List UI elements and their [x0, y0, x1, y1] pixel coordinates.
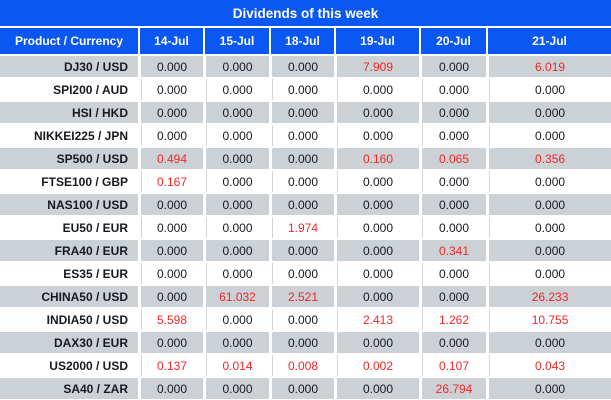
- product-cell: FRA40 / EUR: [0, 240, 138, 263]
- dividend-cell: 0.160: [334, 148, 419, 171]
- table-row: [0, 217, 611, 240]
- dividend-cell: 0.494: [138, 148, 203, 171]
- dividend-cell: 0.000: [486, 171, 611, 194]
- dividend-cell: 0.000: [138, 56, 203, 79]
- table-row: [0, 171, 611, 194]
- dividend-cell: 0.000: [269, 332, 334, 355]
- dividend-cell: 0.000: [138, 286, 203, 309]
- table-row: [0, 263, 611, 286]
- dividend-cell: 0.000: [419, 102, 486, 125]
- dividend-cell: 0.000: [269, 194, 334, 217]
- dividend-cell: 0.000: [203, 309, 269, 332]
- product-cell: CHINA50 / USD: [0, 286, 138, 309]
- dividend-cell: 0.000: [334, 102, 419, 125]
- dividend-cell: 0.000: [334, 332, 419, 355]
- column-header-row: [0, 28, 611, 56]
- table-row: [0, 148, 611, 171]
- product-cell: FTSE100 / GBP: [0, 171, 138, 194]
- dividend-cell: 0.000: [334, 240, 419, 263]
- dividend-cell: 0.000: [203, 102, 269, 125]
- dividend-cell: 0.000: [203, 125, 269, 148]
- product-cell: DAX30 / EUR: [0, 332, 138, 355]
- dividend-cell: 0.002: [334, 355, 419, 378]
- dividend-cell: 0.000: [269, 102, 334, 125]
- dividend-cell: 0.000: [269, 79, 334, 102]
- table-row: [0, 102, 611, 125]
- dividend-cell: 0.000: [269, 378, 334, 400]
- dividend-cell: 0.000: [138, 125, 203, 148]
- dividend-cell: 0.341: [419, 240, 486, 263]
- dividend-cell: 0.000: [138, 217, 203, 240]
- product-cell: NIKKEI225 / JPN: [0, 125, 138, 148]
- product-cell: SA40 / ZAR: [0, 378, 138, 400]
- dividend-cell: 0.000: [334, 171, 419, 194]
- dividend-cell: 0.107: [419, 355, 486, 378]
- dividend-cell: 0.000: [269, 309, 334, 332]
- product-cell: US2000 / USD: [0, 355, 138, 378]
- dividend-cell: 0.000: [138, 79, 203, 102]
- dividend-cell: 0.000: [334, 378, 419, 400]
- product-cell: SP500 / USD: [0, 148, 138, 171]
- dividend-cell: 0.000: [203, 332, 269, 355]
- dividend-cell: 0.000: [419, 194, 486, 217]
- table-row: [0, 332, 611, 355]
- dividend-cell: 0.000: [419, 125, 486, 148]
- dividend-cell: 0.000: [334, 217, 419, 240]
- dividend-cell: 2.413: [334, 309, 419, 332]
- table-row: [0, 56, 611, 79]
- dividend-cell: 0.000: [138, 194, 203, 217]
- table-row: [0, 125, 611, 148]
- dividend-cell: 26.794: [419, 378, 486, 400]
- dividend-cell: 0.000: [486, 332, 611, 355]
- table-row: [0, 286, 611, 309]
- table-row: [0, 79, 611, 102]
- header-date-15-jul: 15-Jul: [203, 28, 269, 56]
- dividend-cell: 0.000: [203, 148, 269, 171]
- dividend-cell: 0.000: [419, 217, 486, 240]
- dividend-cell: 0.000: [334, 79, 419, 102]
- dividend-cell: 0.000: [269, 171, 334, 194]
- dividend-cell: 1.262: [419, 309, 486, 332]
- dividend-cell: 0.000: [486, 79, 611, 102]
- dividend-cell: 0.000: [269, 56, 334, 79]
- dividend-cell: 5.598: [138, 309, 203, 332]
- dividend-cell: 0.000: [269, 263, 334, 286]
- dividend-cell: 0.000: [486, 240, 611, 263]
- dividend-cell: 0.000: [203, 194, 269, 217]
- dividend-cell: 0.000: [486, 263, 611, 286]
- dividend-cell: 0.167: [138, 171, 203, 194]
- dividend-cell: 0.000: [203, 263, 269, 286]
- dividend-cell: 0.000: [203, 217, 269, 240]
- header-product-currency: Product / Currency: [0, 28, 138, 56]
- dividend-cell: 0.000: [138, 240, 203, 263]
- dividend-cell: 0.000: [486, 378, 611, 400]
- dividend-cell: 0.000: [203, 240, 269, 263]
- product-cell: ES35 / EUR: [0, 263, 138, 286]
- table-row: [0, 240, 611, 263]
- dividend-cell: 0.000: [334, 194, 419, 217]
- dividend-cell: 0.000: [203, 378, 269, 400]
- dividend-cell: 0.000: [269, 148, 334, 171]
- product-cell: HSI / HKD: [0, 102, 138, 125]
- dividend-cell: 0.000: [203, 171, 269, 194]
- dividend-cell: 0.043: [486, 355, 611, 378]
- header-date-19-jul: 19-Jul: [334, 28, 419, 56]
- table-row: [0, 309, 611, 332]
- dividend-cell: 0.000: [334, 263, 419, 286]
- dividend-cell: 0.008: [269, 355, 334, 378]
- dividend-cell: 0.000: [138, 102, 203, 125]
- dividend-cell: 0.000: [203, 56, 269, 79]
- dividend-cell: 0.000: [419, 56, 486, 79]
- table-title: Dividends of this week: [0, 0, 611, 28]
- dividend-cell: 10.755: [486, 309, 611, 332]
- dividend-cell: 7.909: [334, 56, 419, 79]
- header-date-21-jul: 21-Jul: [486, 28, 611, 56]
- product-cell: INDIA50 / USD: [0, 309, 138, 332]
- dividend-cell: 0.000: [486, 102, 611, 125]
- dividend-cell: 1.974: [269, 217, 334, 240]
- dividend-cell: 0.065: [419, 148, 486, 171]
- dividend-cell: 0.000: [486, 217, 611, 240]
- table-row: [0, 378, 611, 400]
- dividend-cell: 0.000: [486, 194, 611, 217]
- dividend-cell: 0.000: [203, 79, 269, 102]
- product-cell: DJ30 / USD: [0, 56, 138, 79]
- header-date-20-jul: 20-Jul: [419, 28, 486, 56]
- dividend-cell: 0.000: [269, 240, 334, 263]
- product-cell: SPI200 / AUD: [0, 79, 138, 102]
- dividend-cell: 0.000: [419, 286, 486, 309]
- dividend-cell: 26.233: [486, 286, 611, 309]
- dividend-cell: 6.019: [486, 56, 611, 79]
- dividend-cell: 0.000: [269, 125, 334, 148]
- product-cell: EU50 / EUR: [0, 217, 138, 240]
- table-row: [0, 355, 611, 378]
- dividend-cell: 0.000: [138, 378, 203, 400]
- dividend-cell: 0.000: [486, 125, 611, 148]
- title-row: [0, 0, 611, 28]
- dividend-cell: 0.014: [203, 355, 269, 378]
- dividend-cell: 0.000: [419, 79, 486, 102]
- table-row: [0, 194, 611, 217]
- dividend-cell: 0.137: [138, 355, 203, 378]
- dividend-cell: 0.000: [419, 263, 486, 286]
- table-body: [0, 56, 611, 400]
- dividend-cell: 0.000: [138, 263, 203, 286]
- dividend-cell: 0.356: [486, 148, 611, 171]
- dividend-cell: 61.032: [203, 286, 269, 309]
- dividend-cell: 0.000: [419, 332, 486, 355]
- header-date-18-jul: 18-Jul: [269, 28, 334, 56]
- dividend-cell: 0.000: [334, 286, 419, 309]
- product-cell: NAS100 / USD: [0, 194, 138, 217]
- header-date-14-jul: 14-Jul: [138, 28, 203, 56]
- dividend-cell: 2.521: [269, 286, 334, 309]
- dividend-cell: 0.000: [419, 171, 486, 194]
- dividend-cell: 0.000: [334, 125, 419, 148]
- dividend-cell: 0.000: [138, 332, 203, 355]
